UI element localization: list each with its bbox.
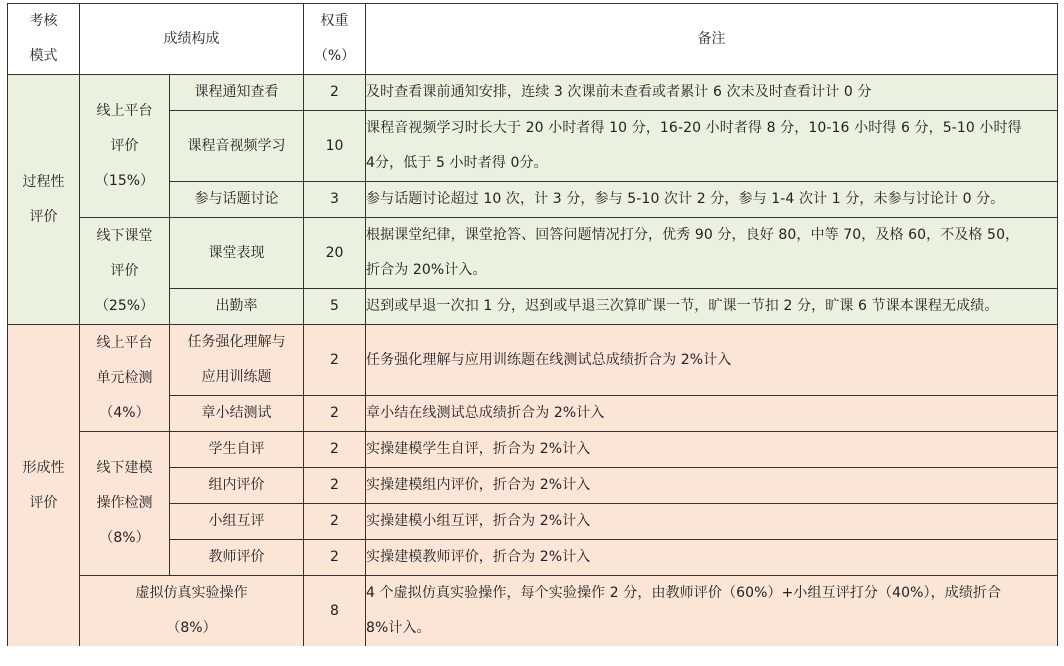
item-name: 参与话题讨论 — [170, 182, 304, 218]
item-note: 及时查看课前通知安排，连续 3 次课前未查看或者累计 6 次未及时查看计计 0 分 — [366, 75, 1058, 111]
table-row — [8, 325, 1058, 396]
item-name: 学生自评 — [170, 432, 304, 468]
item-name: 教师评价 — [170, 540, 304, 576]
online-unit-test-label: 线上平台 单元检测 （4%） — [80, 325, 170, 432]
header-composition: 成绩构成 — [80, 4, 304, 75]
item-note: 任务强化理解与应用训练题在线测试总成绩折合为 2%计入 — [366, 325, 1058, 396]
item-name: 出勤率 — [170, 289, 304, 325]
item-name: 组内评价 — [170, 468, 304, 504]
item-weight: 3 — [304, 182, 366, 218]
item-note: 4 个虚拟仿真实验操作，每个实验操作 2 分，由教师评价（60%）+小组互评打分（40%），成绩折合 8%计入。 — [366, 576, 1058, 647]
header-remark: 备注 — [366, 4, 1058, 75]
page-margin-bottom — [0, 646, 1064, 666]
item-weight: 2 — [304, 468, 366, 504]
item-name: 课程音视频学习 — [170, 111, 304, 182]
item-weight: 2 — [304, 75, 366, 111]
item-note: 章小结在线测试总成绩折合为 2%计入 — [366, 396, 1058, 432]
item-weight: 2 — [304, 396, 366, 432]
item-note: 实操建模组内评价，折合为 2%计入 — [366, 468, 1058, 504]
table-row — [8, 576, 1058, 647]
item-note: 实操建模教师评价，折合为 2%计入 — [366, 540, 1058, 576]
item-note: 迟到或早退一次扣 1 分，迟到或早退三次算旷课一节，旷课一节扣 2 分，旷课 6 节课本课程无成绩。 — [366, 289, 1058, 325]
item-name: 章小结测试 — [170, 396, 304, 432]
item-name: 小组互评 — [170, 504, 304, 540]
page-margin-right — [1058, 0, 1064, 666]
item-weight: 2 — [304, 504, 366, 540]
item-note: 课程音视频学习时长大于 20 小时者得 10 分，16-20 小时者得 8 分，10-16 小时得 6 分，5-10 小时得 4分，低于 5 小时者得 0分。 — [366, 111, 1058, 182]
online-platform-eval-label: 线上平台 评价 （15%） — [80, 75, 170, 218]
item-weight: 2 — [304, 325, 366, 396]
item-weight: 20 — [304, 218, 366, 289]
item-weight: 8 — [304, 576, 366, 647]
formative-eval-label: 形成性 评价 — [8, 325, 80, 647]
item-name: 课程通知查看 — [170, 75, 304, 111]
item-note: 根据课堂纪律，课堂抢答、回答问题情况打分，优秀 90 分，良好 80，中等 70，及格 60，不及格 50， 折合为 20%计入。 — [366, 218, 1058, 289]
table-row — [8, 218, 1058, 289]
item-weight: 10 — [304, 111, 366, 182]
header-mode: 考核 模式 — [8, 4, 80, 75]
item-name: 任务强化理解与 应用训练题 — [170, 325, 304, 396]
process-eval-label: 过程性 评价 — [8, 75, 80, 325]
header-weight: 权重 （%） — [304, 4, 366, 75]
offline-classroom-eval-label: 线下课堂 评价 （25%） — [80, 218, 170, 325]
item-weight: 2 — [304, 540, 366, 576]
item-note: 实操建模学生自评，折合为 2%计入 — [366, 432, 1058, 468]
item-note: 参与话题讨论超过 10 次，计 3 分，参与 5-10 次计 2 分，参与 1-4 次计 1 分，未参与讨论计 0 分。 — [366, 182, 1058, 218]
table-row — [8, 75, 1058, 111]
offline-model-test-label: 线下建模 操作检测 （8%） — [80, 432, 170, 576]
item-weight: 2 — [304, 432, 366, 468]
item-weight: 5 — [304, 289, 366, 325]
table-row — [8, 432, 1058, 468]
virtual-sim-label: 虚拟仿真实验操作 （8%） — [80, 576, 304, 647]
grading-table — [7, 3, 1058, 647]
item-name: 课堂表现 — [170, 218, 304, 289]
header-row — [8, 4, 1058, 75]
item-note: 实操建模小组互评，折合为 2%计入 — [366, 504, 1058, 540]
